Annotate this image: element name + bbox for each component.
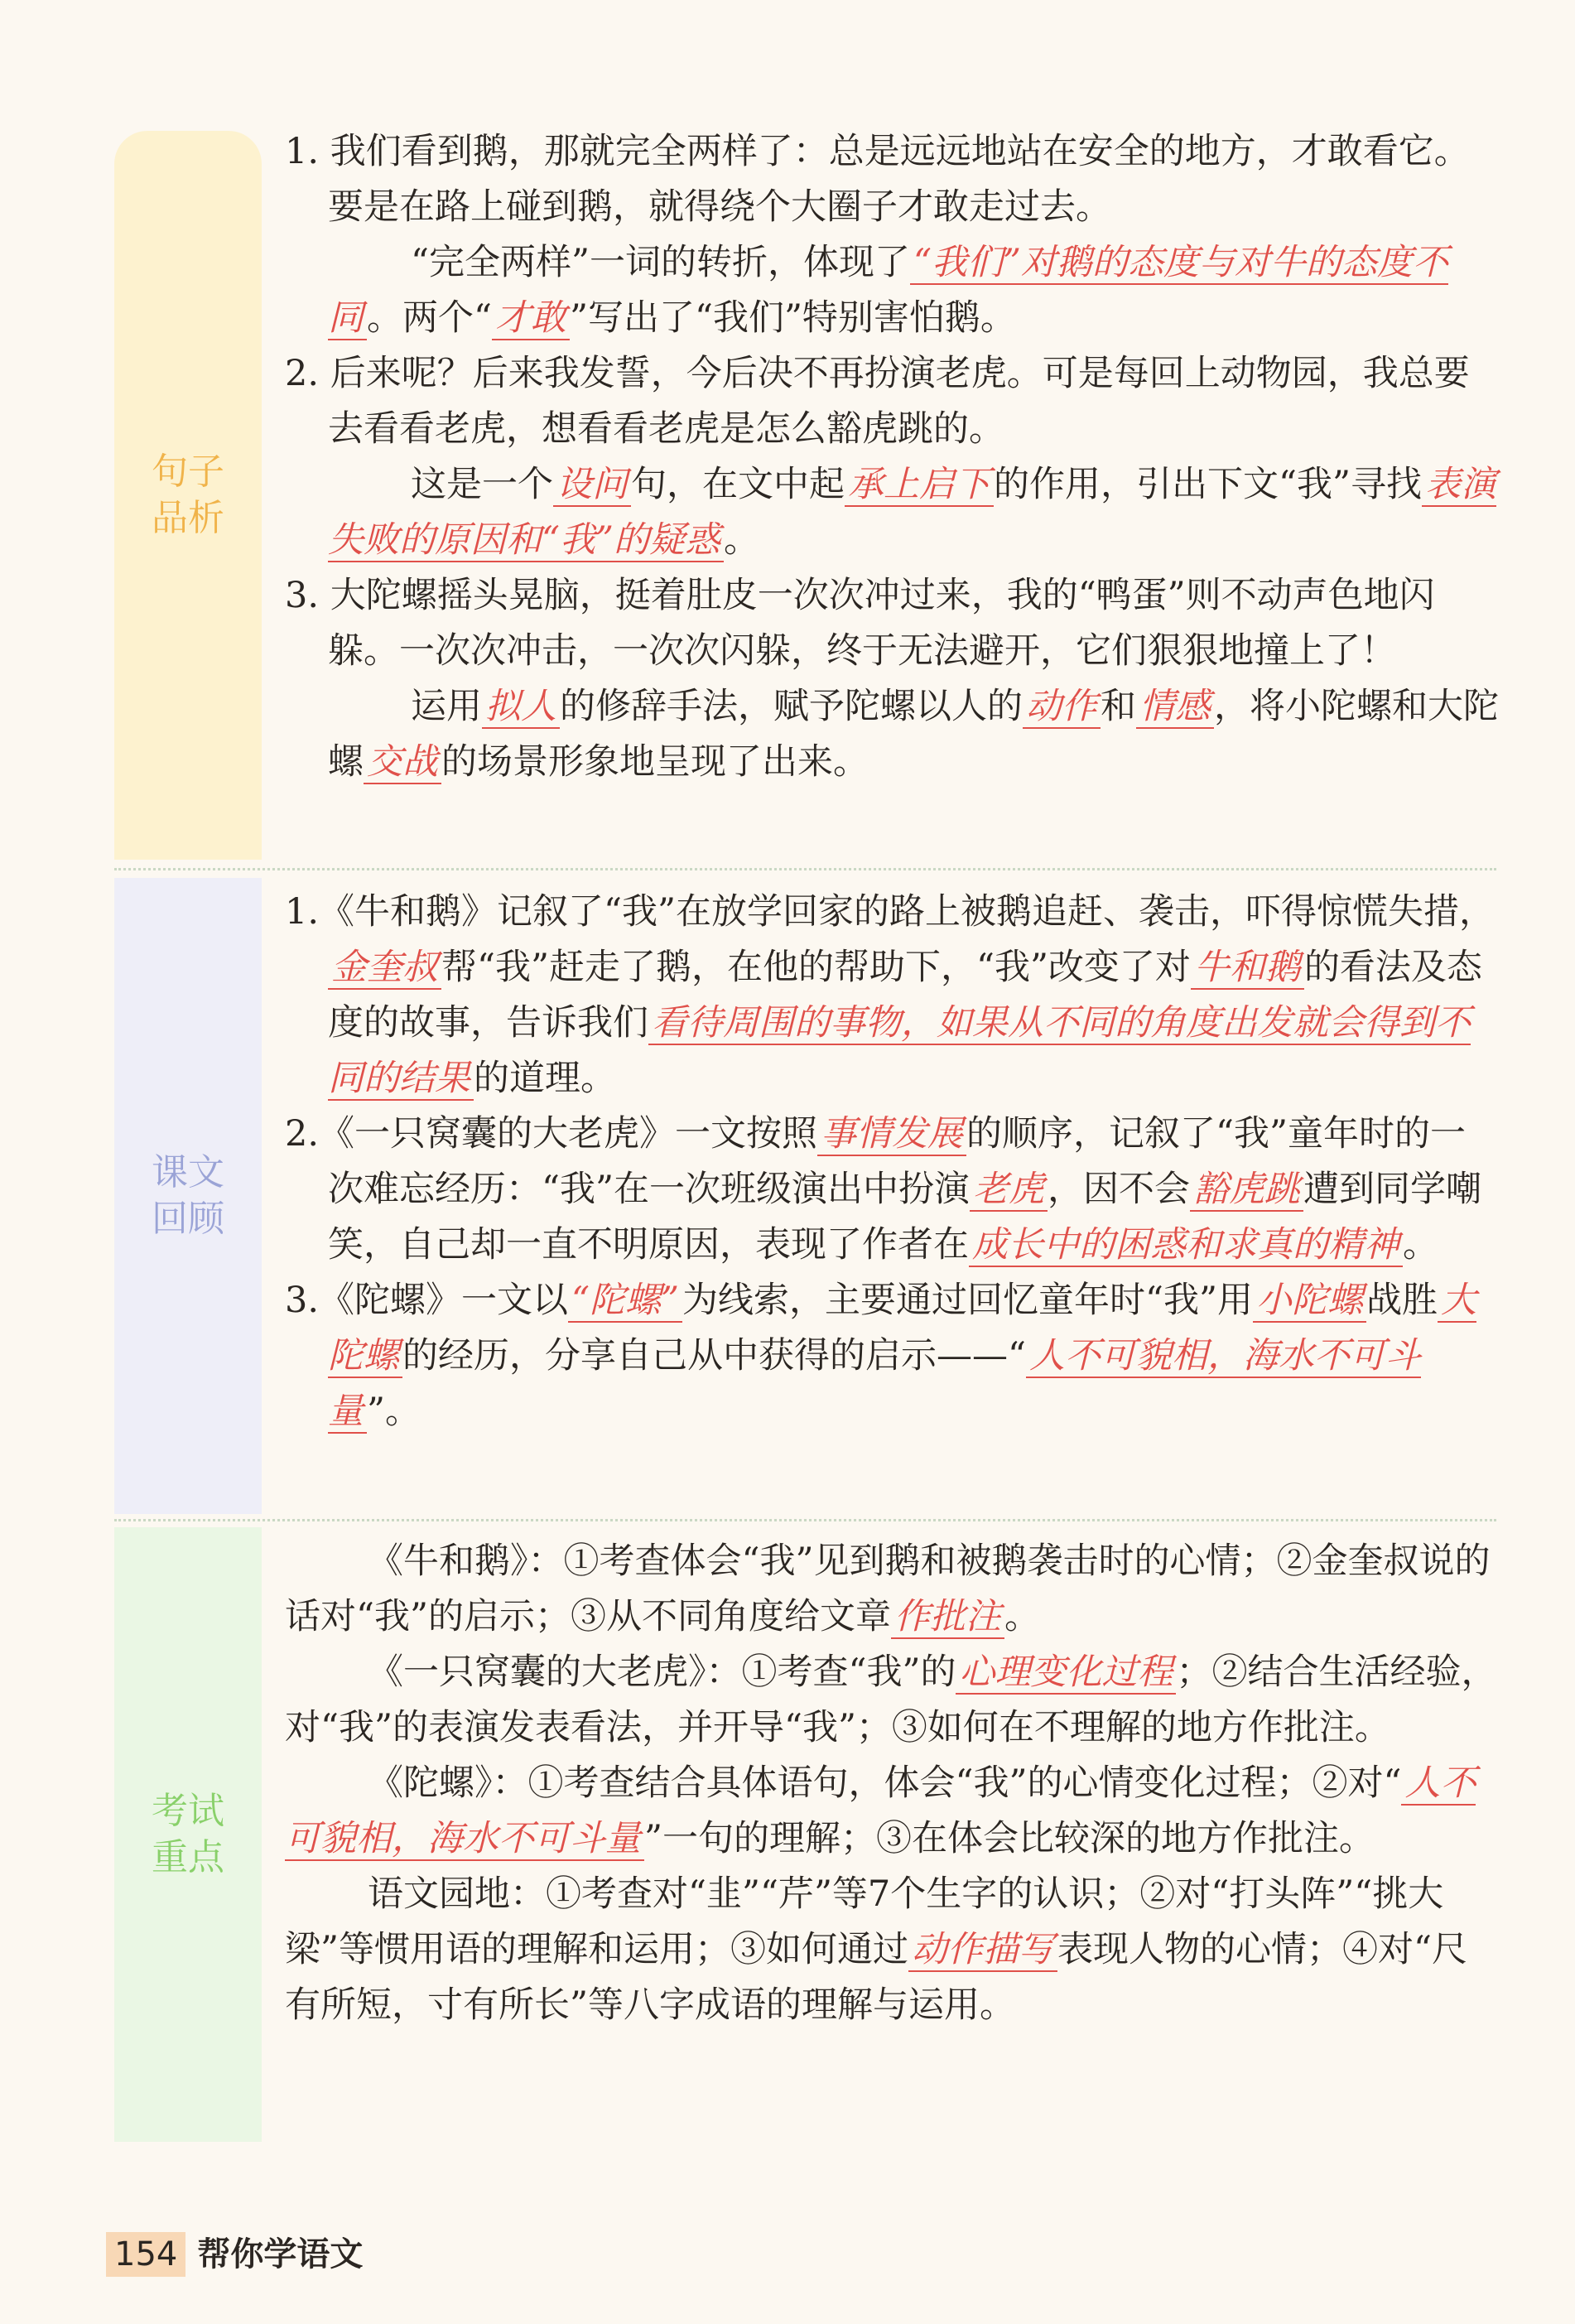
text-fragment: 的经历，分享自己从中获得的启示——“ (402, 1335, 1026, 1377)
filled-answer: 事情发展 (817, 1113, 966, 1156)
text-fragment: 的修辞手法，赋予陀螺以人的 (560, 686, 1023, 727)
filled-answer: 设问 (553, 464, 631, 507)
answer-3 (285, 679, 1499, 790)
exam-point-3 (285, 1756, 1499, 1867)
filled-answer: 人不可貌相，海水不可斗量 (328, 1335, 1421, 1432)
exam-point-4 (285, 1867, 1499, 2033)
filled-answer: 小陀螺 (1253, 1280, 1366, 1323)
exam-point-2 (285, 1645, 1499, 1756)
filled-answer: 动作 (1023, 686, 1101, 729)
text-fragment: 《陀螺》：①考查结合具体语句，体会“我”的心情变化过程；②对“ (368, 1762, 1402, 1804)
section-divider (114, 1519, 1496, 1521)
filled-answer: 人不可貌相，海水不可斗量 (285, 1762, 1476, 1859)
text-fragment: 的看法及态度的故事，告诉我们 (328, 947, 1482, 1044)
text-fragment: 为线索，主要通过回忆童年时“我”用 (682, 1280, 1253, 1321)
text-fragment: 战胜 (1365, 1280, 1438, 1321)
section-label-text-review (114, 878, 262, 1514)
answer-1 (285, 235, 1499, 346)
section-sentence-analysis (285, 124, 1499, 790)
section-text-review (285, 885, 1499, 1439)
text-fragment: 运用 (411, 686, 482, 727)
filled-answer: 承上启下 (845, 464, 994, 507)
filled-answer: 表演失败的原因和“我”的疑惑 (328, 464, 1496, 561)
filled-answer: 情感 (1136, 686, 1214, 729)
filled-answer: “陀螺” (568, 1280, 682, 1323)
text-fragment: 的作用，引出下文“我”寻找 (994, 464, 1422, 505)
text-fragment: 的场景形象地呈现了出来。 (441, 741, 869, 783)
filled-answer: 作批注 (891, 1596, 1004, 1639)
text-fragment: ；②结合生活经验，对“我”的表演发表看法，并开导“我”；③如何在不理解的地方作批注。 (285, 1651, 1497, 1748)
text-fragment: 。 (723, 519, 759, 561)
text-fragment: “完全两样”一词的转折，体现了 (411, 242, 910, 283)
exam-point-1 (285, 1534, 1499, 1645)
text-fragment: 句，在文中起 (631, 464, 845, 505)
page-footer (106, 2228, 363, 2275)
text-fragment: 和 (1101, 686, 1136, 727)
text-fragment: 。 (1403, 1224, 1438, 1266)
section-label-text: 课文回顾 (152, 1151, 224, 1240)
review-item-1 (285, 885, 1499, 1107)
filled-answer: 老虎 (970, 1169, 1048, 1212)
filled-answer: 交战 (364, 741, 441, 784)
filled-answer: 动作描写 (908, 1929, 1057, 1972)
filled-answer: 大陀螺 (328, 1280, 1476, 1377)
filled-answer: 才敢 (492, 297, 570, 340)
text-fragment: ，将小陀螺和大陀螺 (328, 686, 1499, 783)
section-exam-focus (285, 1534, 1499, 2033)
text-fragment: 语文园地：①考查对“韭”“芹”等7个生字的认识；②对“打头阵”“挑大梁”等惯用语的理解和运用；③如何通过 (285, 1873, 1444, 1970)
section-label-text: 考试重点 (152, 1790, 224, 1878)
text-fragment: 遭到同学嘲笑，自己却一直不明原因，表现了作者在 (328, 1169, 1481, 1266)
filled-answer: 看待周围的事物，如果从不同的角度出发就会得到不同的结果 (328, 1002, 1471, 1099)
filled-answer: 拟人 (482, 686, 560, 729)
text-fragment: 。 (1004, 1596, 1040, 1637)
question-1: 1. 我们看到鹅，那就完全两样了：总是远远地站在安全的地方，才敢看它。要是在路上碰到鹅，就得绕个大圈子才敢走过去。 (285, 131, 1470, 228)
filled-answer: 心理变化过程 (956, 1651, 1176, 1695)
section-divider (114, 868, 1496, 870)
question-2: 2. 后来呢？后来我发誓，今后决不再扮演老虎。可是每回上动物园，我总要去看看老虎，想看看老虎是怎么豁虎跳的。 (285, 353, 1470, 450)
text-fragment: 2.《一只窝囊的大老虎》一文按照 (285, 1113, 818, 1155)
text-fragment: ，因不会 (1047, 1169, 1190, 1210)
page-number: 154 (106, 2232, 185, 2277)
section-label-sentence-analysis (114, 131, 262, 860)
text-fragment: 表现人物的心情；④对“尺有所短，寸有所长”等八字成语的理解与运用。 (285, 1929, 1467, 2026)
text-fragment: 3.《陀螺》一文以 (285, 1280, 569, 1321)
review-item-2 (285, 1107, 1499, 1273)
filled-answer: 成长中的困惑和求真的精神 (969, 1224, 1403, 1267)
text-fragment: ”写出了“我们”特别害怕鹅。 (569, 297, 1016, 339)
text-fragment: 的道理。 (474, 1058, 616, 1099)
question-3: 3. 大陀螺摇头晃脑，挺着肚皮一次次冲过来，我的“鸭蛋”则不动声色地闪躲。一次次冲击，一次次闪躲，终于无法避开，它们狠狠地撞上了！ (285, 575, 1435, 672)
text-fragment: ”。 (367, 1391, 421, 1432)
filled-answer: 牛和鹅 (1191, 947, 1304, 990)
filled-answer: 豁虎跳 (1190, 1169, 1303, 1212)
book-title: 帮你学语文 (197, 2235, 364, 2273)
text-fragment: 。两个“ (367, 297, 492, 339)
filled-answer: 金奎叔 (328, 947, 441, 990)
text-fragment: 1.《牛和鹅》记叙了“我”在放学回家的路上被鹅追赶、袭击，吓得惊慌失措， (285, 891, 1495, 933)
text-fragment: 的顺序，记叙了“我”童年时的一次难忘经历：“我”在一次班级演出中扮演 (328, 1113, 1466, 1210)
text-fragment: ”一句的理解；③在体会比较深的地方作批注。 (644, 1818, 1375, 1859)
filled-answer: “我们”对鹅的态度与对牛的态度不同 (328, 242, 1448, 339)
text-fragment: 《牛和鹅》：①考查体会“我”见到鹅和被鹅袭击时的心情；②金奎叔说的话对“我”的启示；③从不同角度给文章 (285, 1540, 1491, 1637)
text-fragment: 帮“我”赶走了鹅，在他的帮助下，“我”改变了对 (441, 947, 1191, 988)
section-label-exam-focus (114, 1527, 262, 2142)
text-fragment: 这是一个 (411, 464, 553, 505)
section-label-text: 句子品析 (152, 451, 224, 539)
answer-2 (285, 457, 1499, 568)
review-item-3 (285, 1273, 1499, 1439)
text-fragment: 《一只窝囊的大老虎》：①考查“我”的 (368, 1651, 956, 1693)
